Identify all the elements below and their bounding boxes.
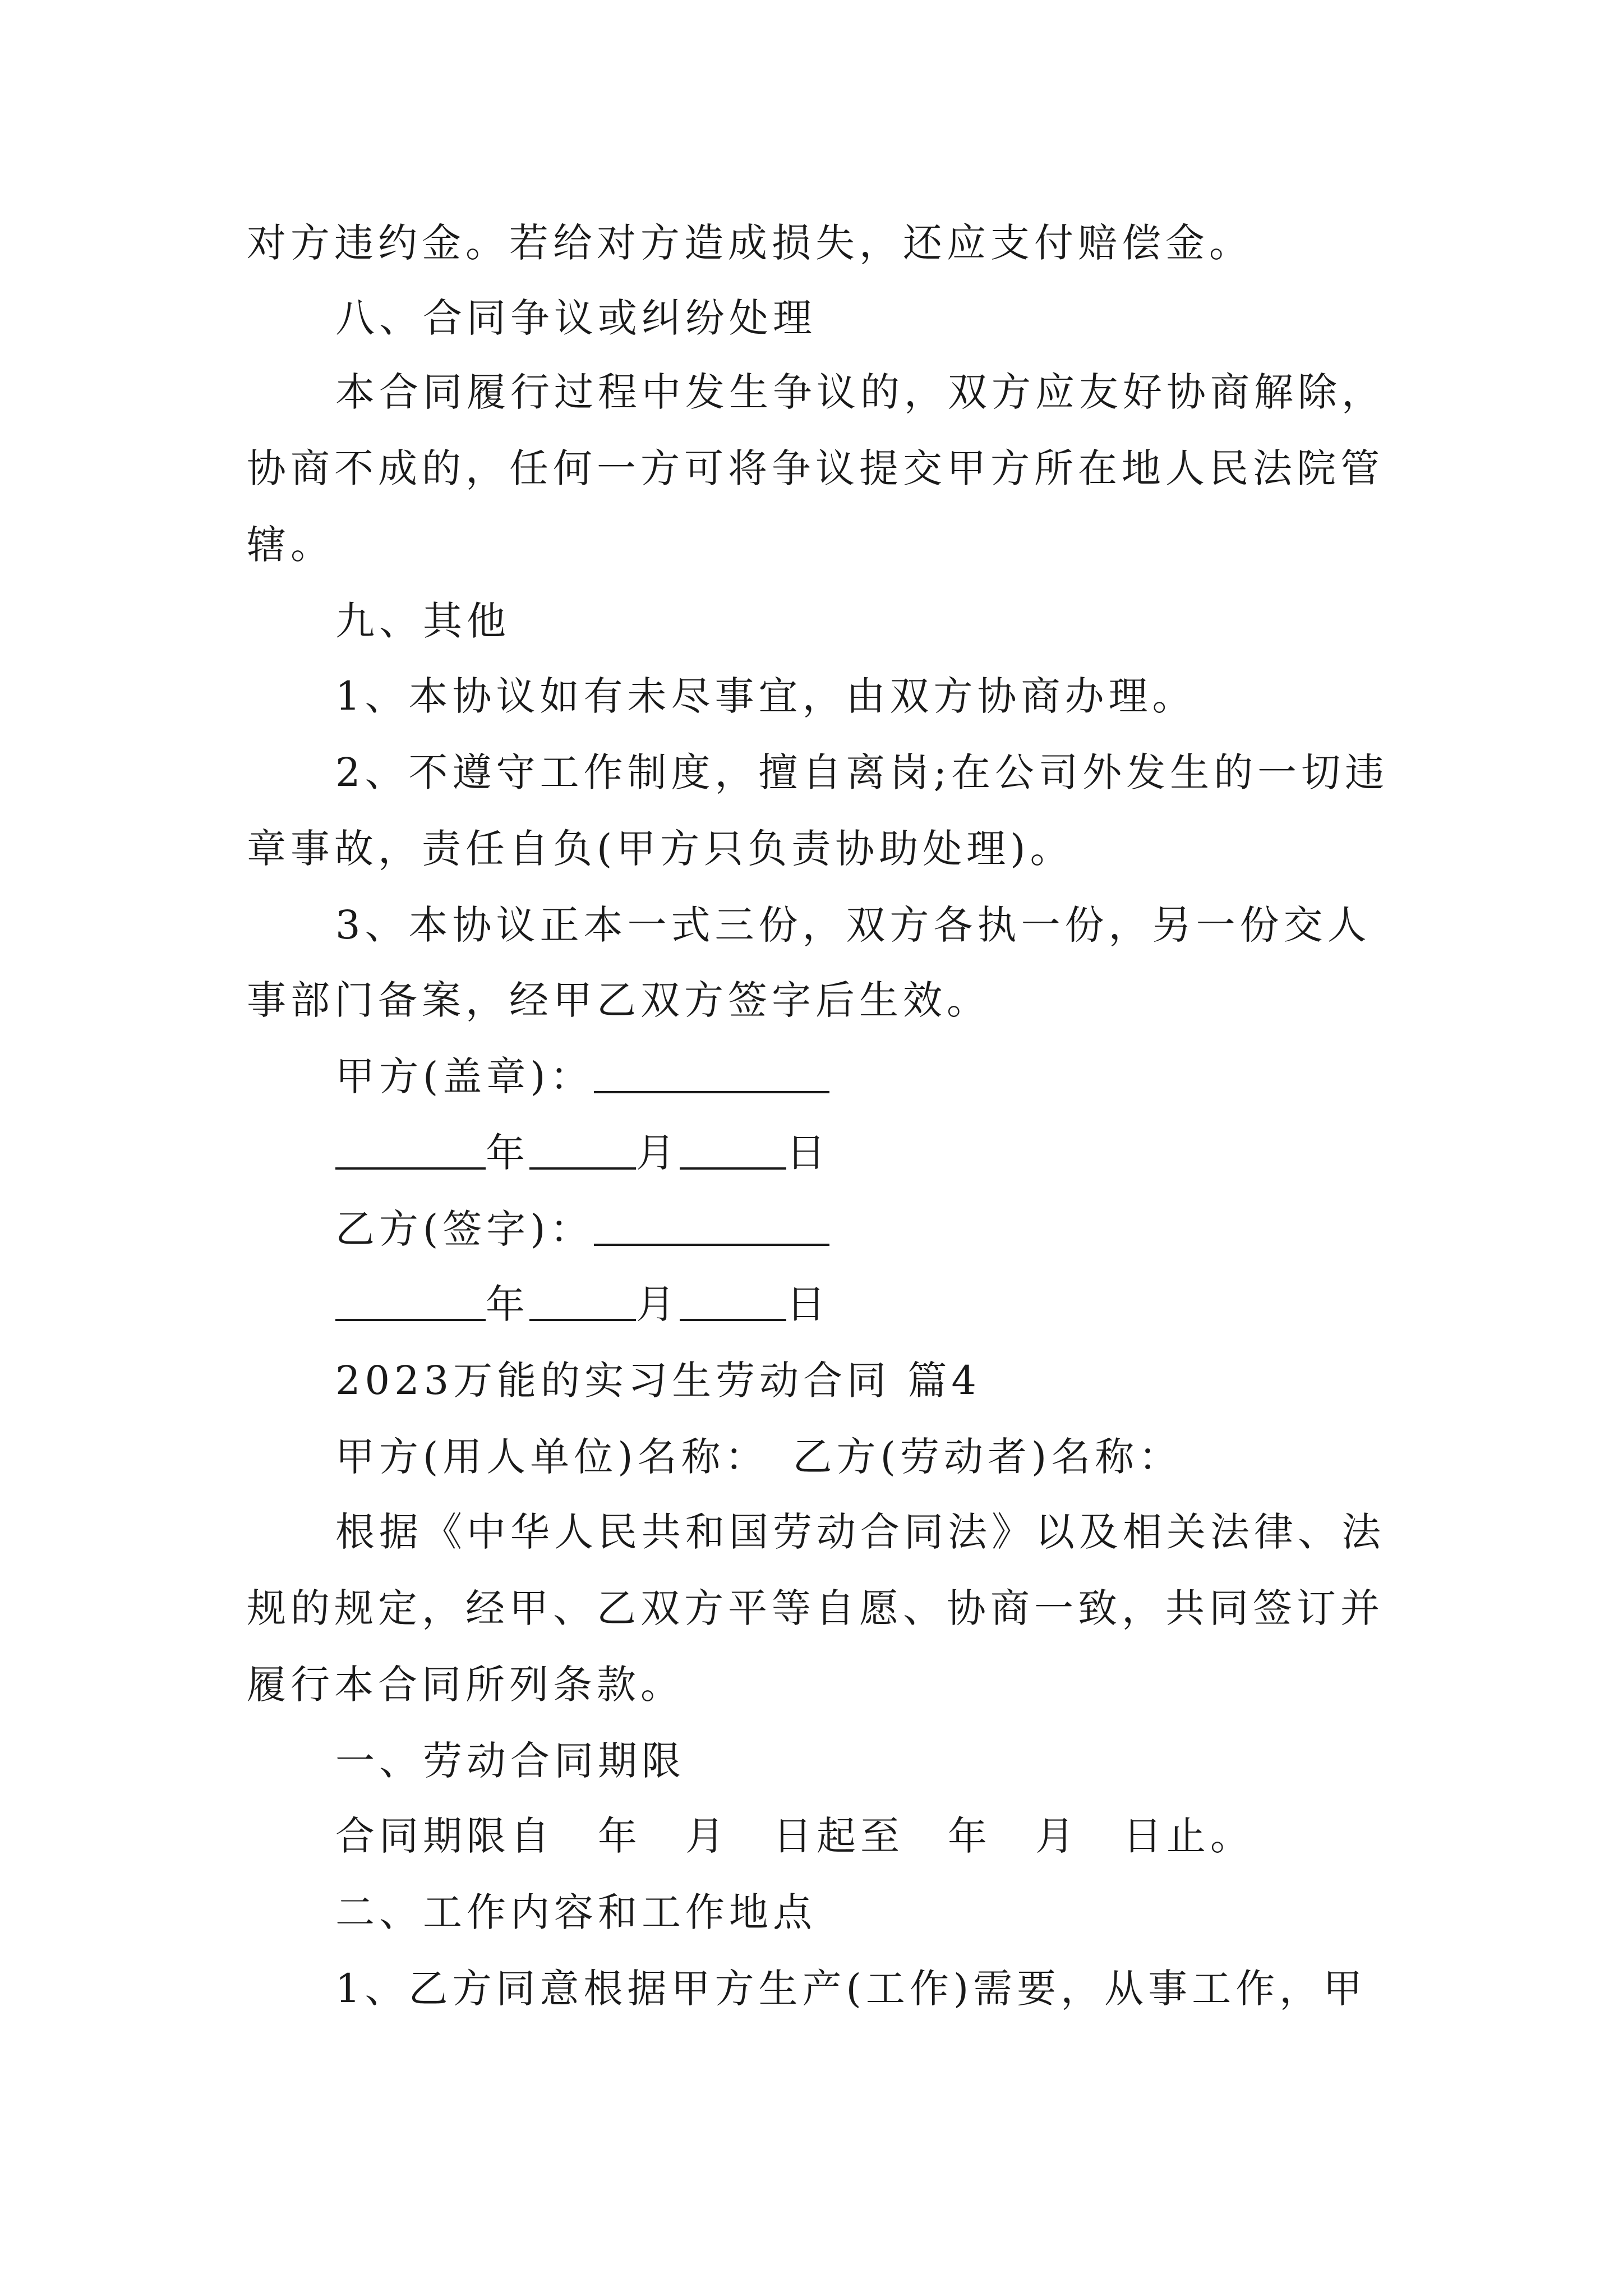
month-blank [529, 1284, 636, 1321]
parties-line: 甲方(用人单位)名称： 乙方(劳动者)名称： [335, 1434, 1183, 1480]
paragraph-line: 合同期限自 年 月 日起至 年 月 日止。 [335, 1813, 1254, 1859]
party-b-date-line [335, 1279, 830, 1329]
section-heading: 九、其他 [335, 598, 510, 644]
paragraph-line: 规的规定，经甲、乙双方平等自愿、协商一致，共同签订并 [247, 1585, 1384, 1631]
day-blank [680, 1133, 786, 1170]
paragraph-line: 协商不成的，任何一方可将争议提交甲方所在地人民法院管 [247, 445, 1384, 491]
paragraph-line: 对方违约金。若给对方造成损失，还应支付赔偿金。 [247, 220, 1253, 266]
list-item: 1、本协议如有未尽事宜，由双方协商办理。 [335, 673, 1196, 719]
list-item: 1、乙方同意根据甲方生产(工作)需要，从事工作，甲 [335, 1966, 1367, 2012]
section-heading: 一、劳动合同期限 [335, 1738, 685, 1784]
party-b-label: 乙方(签字)： [335, 1206, 594, 1252]
month-label: 月 [636, 1281, 680, 1327]
year-label: 年 [486, 1130, 529, 1176]
list-item: 3、本协议正本一式三份，双方各执一份，另一份交人 [335, 902, 1371, 948]
paragraph-line: 章事故，责任自负(甲方只负责协助处理)。 [247, 826, 1074, 872]
month-blank [529, 1133, 636, 1170]
paragraph-line: 根据《中华人民共和国劳动合同法》以及相关法律、法 [335, 1509, 1385, 1555]
day-label: 日 [786, 1130, 830, 1176]
paragraph-line: 本合同履行过程中发生争议的，双方应友好协商解除， [335, 369, 1385, 415]
signature-blank [594, 1056, 829, 1093]
section-heading: 二、工作内容和工作地点 [335, 1889, 817, 1935]
day-blank [680, 1284, 786, 1321]
signature-blank [594, 1209, 829, 1246]
year-blank [335, 1133, 486, 1170]
party-a-date-line [335, 1128, 830, 1178]
paragraph-line: 履行本合同所列条款。 [247, 1662, 684, 1708]
document-heading: 2023万能的实习生劳动合同 篇4 [335, 1358, 981, 1404]
month-label: 月 [636, 1130, 680, 1176]
year-label: 年 [486, 1281, 529, 1327]
year-blank [335, 1284, 486, 1321]
party-b-signature-line [335, 1204, 829, 1254]
party-a-signature-line [335, 1051, 829, 1102]
list-item: 2、不遵守工作制度，擅自离岗;在公司外发生的一切违 [335, 749, 1389, 795]
paragraph-line: 事部门备案，经甲乙双方签字后生效。 [247, 977, 990, 1023]
section-heading: 八、合同争议或纠纷处理 [335, 295, 817, 341]
party-a-label: 甲方(盖章)： [335, 1053, 594, 1099]
day-label: 日 [786, 1281, 830, 1327]
paragraph-line: 辖。 [247, 522, 334, 568]
